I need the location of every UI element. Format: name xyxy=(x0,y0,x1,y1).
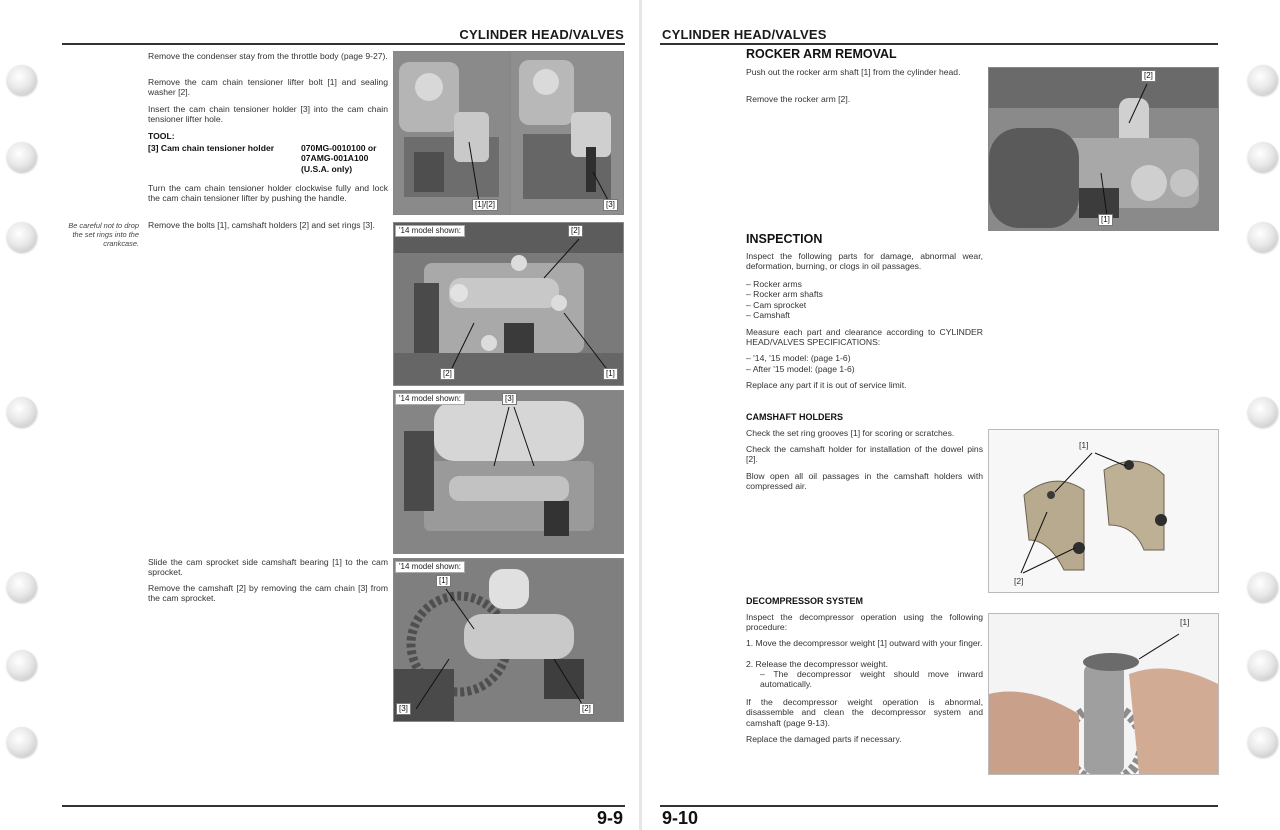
right-header-rule xyxy=(660,43,1218,45)
binder-hole xyxy=(1248,397,1278,427)
step-remove-bolts-holders: Remove the bolts [1], camshaft holders [2] and set rings [3]. xyxy=(148,220,375,230)
figure-callout: [2] xyxy=(568,225,583,237)
figure-caption: '14 model shown: xyxy=(395,561,465,573)
decompressor-title: DECOMPRESSOR SYSTEM xyxy=(746,596,864,606)
left-page-header: CYLINDER HEAD/VALVES xyxy=(459,27,624,42)
figure-caption: '14 model shown: xyxy=(395,225,465,237)
tool-title: TOOL: xyxy=(148,131,175,141)
figure-callout: [2] xyxy=(1141,70,1156,82)
rocker-step-1: Push out the rocker arm shaft [1] from the cylinder head. xyxy=(746,67,961,77)
decomp-abnormal: If the decompressor weight operation is abnormal, disassemble and clean the decompressor system and camshaft (page 9-13). xyxy=(746,697,983,728)
inspection-item: – Rocker arms xyxy=(746,279,802,289)
figure-callout: [1] xyxy=(1079,440,1089,450)
figure-callout: [3] xyxy=(502,393,517,405)
camshaft-holders-photo xyxy=(393,222,624,386)
inspection-intro: Inspect the following parts for damage, abnormal wear, deformation, burning, or clogs in oil passages. xyxy=(746,251,983,272)
right-footer-rule xyxy=(660,805,1218,807)
binder-hole xyxy=(1248,142,1278,172)
holders-step-2: Check the camshaft holder for installation of the dowel pins [2]. xyxy=(746,444,983,465)
tool-name: [3] Cam chain tensioner holder xyxy=(148,143,275,153)
binder-hole xyxy=(1248,222,1278,252)
binder-hole xyxy=(1248,727,1278,757)
binder-hole xyxy=(7,572,37,602)
binder-hole xyxy=(7,222,37,252)
binder-hole xyxy=(7,142,37,172)
inspection-replace: Replace any part if it is out of service limit. xyxy=(746,380,907,390)
side-caution-note: Be careful not to drop the set rings into the crankcase. xyxy=(68,221,139,248)
step-remove-camshaft: Remove the camshaft [2] by removing the cam chain [3] from the cam sprocket. xyxy=(148,583,388,604)
left-header-rule xyxy=(62,43,625,45)
binder-hole xyxy=(7,650,37,680)
binder-hole xyxy=(1248,65,1278,95)
inspection-spec: – After '15 model: (page 1-6) xyxy=(746,364,855,374)
tool-part-number: 070MG-0010100 or 07AMG-001A100 (U.S.A. only) xyxy=(301,143,377,174)
step-remove-tensioner-bolt: Remove the cam chain tensioner lifter bolt [1] and sealing washer [2]. xyxy=(148,77,388,98)
step-remove-condenser-stay: Remove the condenser stay from the throttle body (page 9-27). xyxy=(148,51,388,61)
inspection-measure: Measure each part and clearance according to CYLINDER HEAD/VALVES SPECIFICATIONS: xyxy=(746,327,983,348)
figure-caption: '14 model shown: xyxy=(395,393,465,405)
inspection-title: INSPECTION xyxy=(746,232,823,246)
rocker-step-2: Remove the rocker arm [2]. xyxy=(746,94,851,104)
tensioner-photo-right xyxy=(510,51,624,215)
holders-step-1: Check the set ring grooves [1] for scoring or scratches. xyxy=(746,428,955,438)
binder-hole xyxy=(7,397,37,427)
binder-hole xyxy=(7,727,37,757)
figure-callout: [2] xyxy=(579,703,594,715)
decomp-replace: Replace the damaged parts if necessary. xyxy=(746,734,902,744)
set-rings-photo xyxy=(393,390,624,554)
figure-callout: [1] xyxy=(603,368,618,380)
figure-callout: [2] xyxy=(440,368,455,380)
camshaft-holders-title: CAMSHAFT HOLDERS xyxy=(746,412,843,422)
figure-callout: [3] xyxy=(396,703,411,715)
decomp-step-2: 2. Release the decompressor weight. xyxy=(746,659,888,669)
figure-callout: [1]/[2] xyxy=(472,199,498,211)
page-gutter xyxy=(639,0,642,830)
left-page-number: 9-9 xyxy=(596,808,623,828)
step-slide-bearing: Slide the cam sprocket side camshaft bearing [1] to the cam sprocket. xyxy=(148,557,388,578)
inspection-item: – Rocker arm shafts xyxy=(746,289,823,299)
step-insert-tensioner-holder: Insert the cam chain tensioner holder [3] into the cam chain tensioner lifter hole. xyxy=(148,104,388,125)
inspection-item: – Cam sprocket xyxy=(746,300,807,310)
decomp-step-1: 1. Move the decompressor weight [1] outward with your finger. xyxy=(746,638,983,648)
right-page-number: 9-10 xyxy=(662,808,699,828)
step-turn-tensioner-holder: Turn the cam chain tensioner holder clockwise fully and lock the cam chain tensioner lifter by pushing the handle. xyxy=(148,183,388,204)
tensioner-photo-left xyxy=(393,51,510,215)
figure-callout: [1] xyxy=(436,575,451,587)
decomp-step-2a: – The decompressor weight should move inward automatically. xyxy=(760,669,983,690)
decompressor-figure xyxy=(988,613,1219,775)
inspection-spec: – '14, '15 model: (page 1-6) xyxy=(746,353,851,363)
camshaft-holders-figure xyxy=(988,429,1219,593)
figure-callout: [1] xyxy=(1098,214,1113,226)
holders-step-3: Blow open all oil passages in the camshaft holders with compressed air. xyxy=(746,471,983,492)
right-page-header: CYLINDER HEAD/VALVES xyxy=(662,27,827,42)
rocker-arm-photo xyxy=(988,67,1219,231)
figure-callout: [1] xyxy=(1180,617,1190,627)
binder-hole xyxy=(7,65,37,95)
figure-callout: [2] xyxy=(1014,576,1024,586)
rocker-arm-removal-title: ROCKER ARM REMOVAL xyxy=(746,47,897,61)
figure-callout: [3] xyxy=(603,199,618,211)
decomp-intro: Inspect the decompressor operation using the following procedure: xyxy=(746,612,983,633)
left-footer-rule xyxy=(62,805,625,807)
binder-hole xyxy=(1248,650,1278,680)
binder-hole xyxy=(1248,572,1278,602)
inspection-item: – Camshaft xyxy=(746,310,790,320)
camshaft-removal-photo xyxy=(393,558,624,722)
